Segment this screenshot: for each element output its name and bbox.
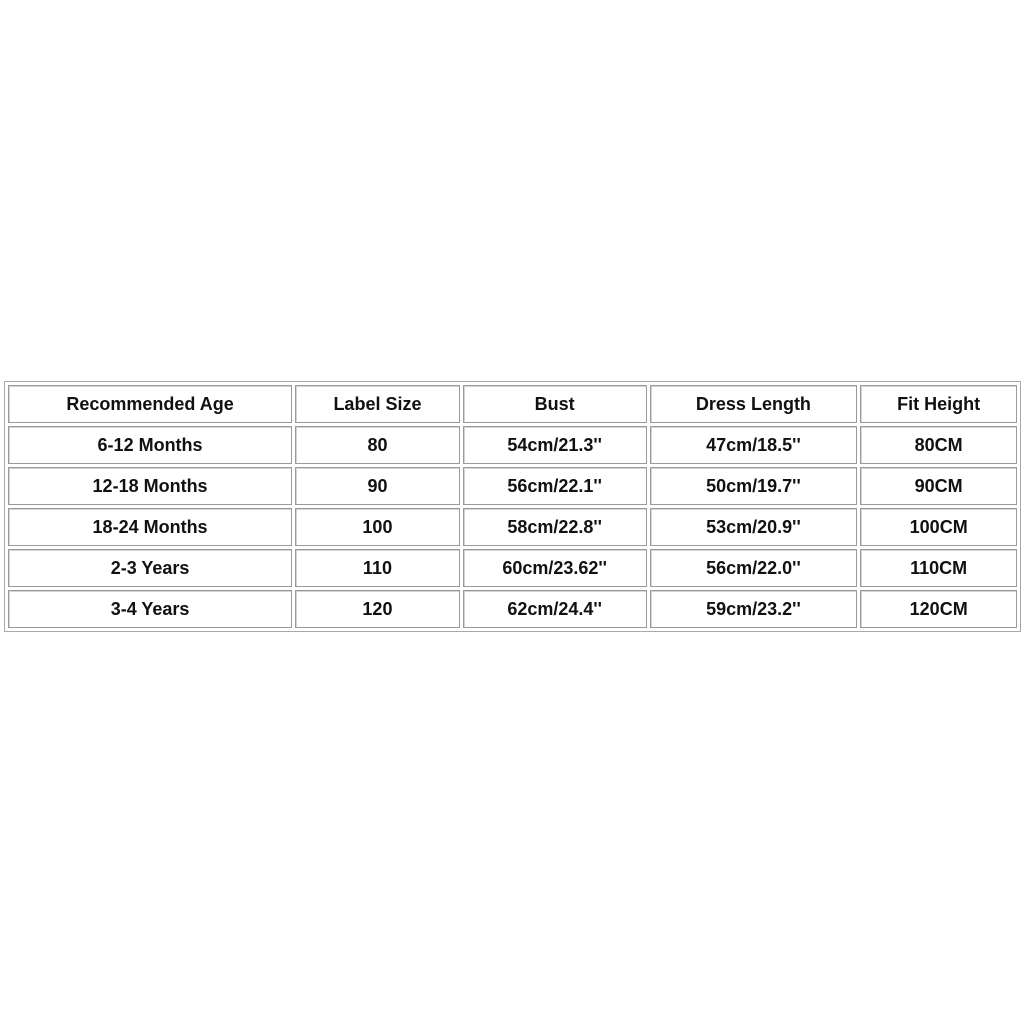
cell-recommended-age: 3-4 Years: [8, 590, 292, 628]
cell-fit-height: 90CM: [860, 467, 1017, 505]
cell-label-size: 80: [295, 426, 460, 464]
header-recommended-age: Recommended Age: [8, 385, 292, 423]
cell-dress-length: 56cm/22.0'': [650, 549, 858, 587]
cell-label-size: 110: [295, 549, 460, 587]
cell-label-size: 120: [295, 590, 460, 628]
cell-fit-height: 110CM: [860, 549, 1017, 587]
table-row: [8, 590, 1017, 628]
cell-recommended-age: 12-18 Months: [8, 467, 292, 505]
table-row: [8, 549, 1017, 587]
cell-label-size: 100: [295, 508, 460, 546]
cell-dress-length: 50cm/19.7'': [650, 467, 858, 505]
cell-bust: 56cm/22.1'': [463, 467, 647, 505]
cell-dress-length: 53cm/20.9'': [650, 508, 858, 546]
cell-label-size: 90: [295, 467, 460, 505]
size-table: [5, 382, 1020, 631]
cell-fit-height: 120CM: [860, 590, 1017, 628]
table-header-row: [8, 385, 1017, 423]
table-row: [8, 508, 1017, 546]
cell-fit-height: 100CM: [860, 508, 1017, 546]
header-dress-length: Dress Length: [650, 385, 858, 423]
header-bust: Bust: [463, 385, 647, 423]
cell-bust: 60cm/23.62'': [463, 549, 647, 587]
cell-recommended-age: 2-3 Years: [8, 549, 292, 587]
table-row: [8, 467, 1017, 505]
cell-dress-length: 59cm/23.2'': [650, 590, 858, 628]
cell-bust: 58cm/22.8'': [463, 508, 647, 546]
size-chart: [4, 381, 1021, 632]
cell-bust: 54cm/21.3'': [463, 426, 647, 464]
cell-bust: 62cm/24.4'': [463, 590, 647, 628]
header-label-size: Label Size: [295, 385, 460, 423]
cell-dress-length: 47cm/18.5'': [650, 426, 858, 464]
table-row: [8, 426, 1017, 464]
cell-fit-height: 80CM: [860, 426, 1017, 464]
cell-recommended-age: 6-12 Months: [8, 426, 292, 464]
header-fit-height: Fit Height: [860, 385, 1017, 423]
cell-recommended-age: 18-24 Months: [8, 508, 292, 546]
